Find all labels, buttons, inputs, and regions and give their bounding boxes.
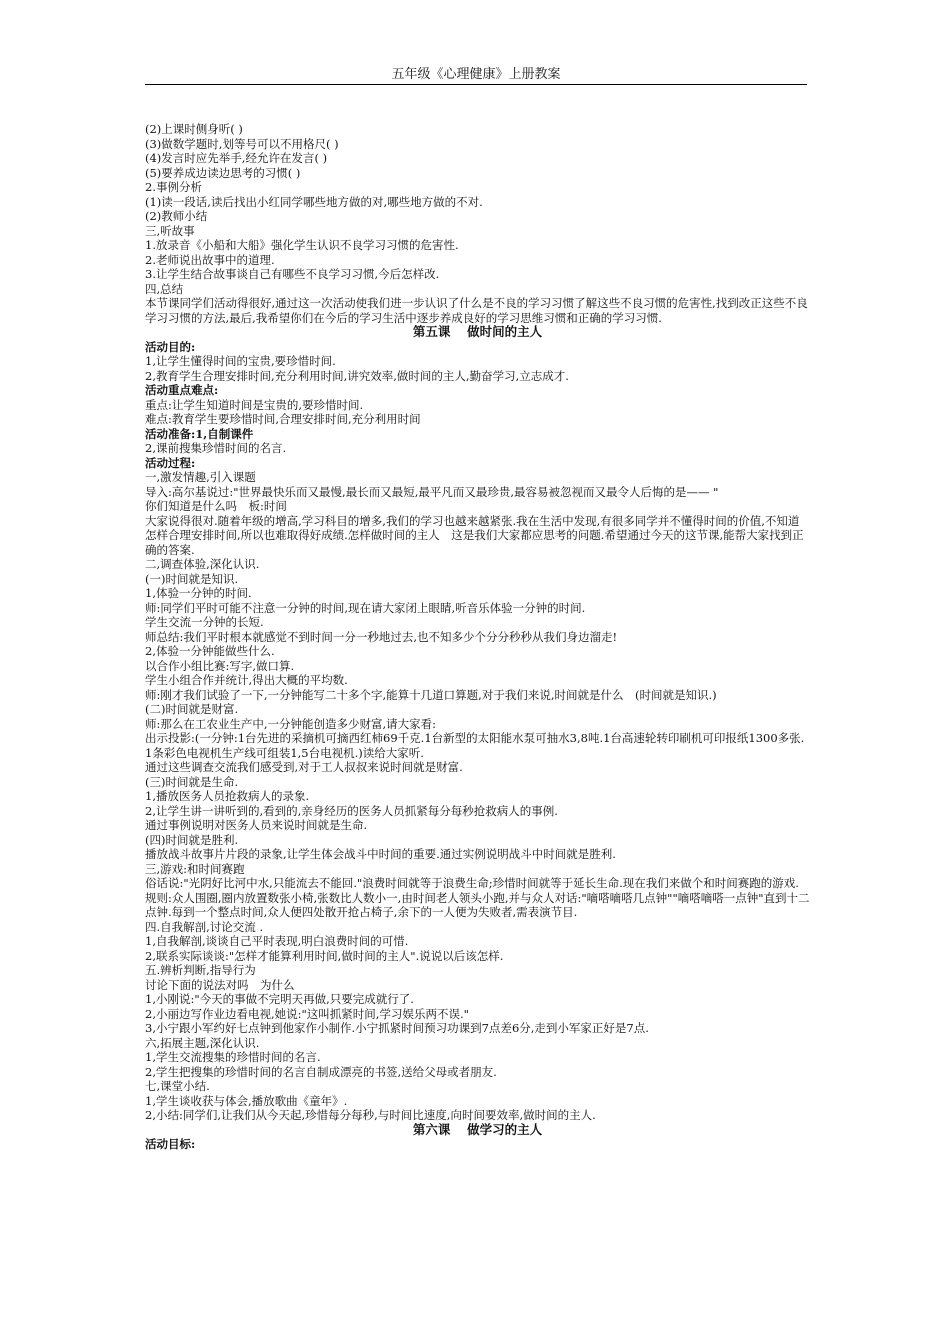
text-line: 1,学生谈收获与体会,播放歌曲《童年》. bbox=[145, 1093, 348, 1108]
text-line: 3.让学生结合故事谈自己有哪些不良学习习惯,今后怎样改. bbox=[145, 267, 440, 281]
text-line: (一)时间就是知识. bbox=[145, 571, 239, 586]
text-line: 学生小组合作并统计,得出大概的平均数. bbox=[145, 673, 348, 687]
lesson-title: 第六课 做学习的主人 bbox=[412, 1121, 543, 1137]
text-line: 师:那么在工农业生产中,一分钟能创造多少财富,请大家看: bbox=[145, 716, 437, 731]
text-line: 师:刚才我们试验了一下,一分钟能写二十多个字,能算十几道口算题,对于我们来说,时间就是什么 (时间就是知识.) bbox=[145, 687, 717, 702]
text-line: 1,让学生懂得时间的宝贵,要珍惜时间. bbox=[145, 354, 336, 368]
section-heading: 活动重点难点: bbox=[145, 383, 219, 397]
lesson-title: 第五课 做时间的主人 bbox=[412, 324, 543, 339]
text-line: 2,让学生讲一讲听到的,看到的,亲身经历的医务人员抓紧每分每秒抢救病人的事例. bbox=[145, 803, 558, 818]
text-line: 通过这些调查交流我们感受到,对于工人叔叔来说时间就是财富. bbox=[145, 760, 463, 774]
text-line: (4)发言时应先举手,经允许在发言( ) bbox=[145, 151, 328, 165]
text-line: 1,播放医务人员抢救病人的录象. bbox=[145, 789, 310, 803]
text-line: 2,体验一分钟能做些什么. bbox=[145, 644, 275, 658]
text-line: 俗话说:"光阴好比河中水,只能流去不能回."浪费时间就等于浪费生命;珍惜时间就等于延长生命.现在我们来做个和时间赛跑的游戏. bbox=[145, 876, 799, 890]
text-line: 三,听故事 bbox=[145, 223, 195, 238]
text-line: 师总结:我们平时根本就感觉不到时间一分一秒地过去,也不知多少个分分秒秒从我们身边溜走! bbox=[145, 629, 618, 644]
section-heading: 活动目标: bbox=[145, 1137, 196, 1151]
text-line: 2.老师说出故事中的道理. bbox=[145, 252, 275, 267]
text-line: (2)教师小结 bbox=[145, 209, 208, 223]
section-heading: 活动过程: bbox=[145, 455, 196, 470]
text-line: 2.事例分析 bbox=[145, 180, 202, 194]
text-line: 2,学生把搜集的珍惜时间的名言自制成漂亮的书签,送给父母或者朋友. bbox=[145, 1064, 497, 1079]
text-line: (二)时间就是财富. bbox=[145, 702, 239, 716]
section-heading: 活动目的: bbox=[145, 339, 196, 354]
text-line: 你们知道是什么吗 板:时间 bbox=[145, 499, 287, 513]
text-line: 3,小宁跟小军约好七点钟到他家作小制作.小宁抓紧时间预习功课到7点差6分,走到小军家正好是7点. bbox=[145, 1021, 649, 1035]
text-line: 一,激发情趣,引入课题 bbox=[145, 470, 256, 484]
text-line: 1,小刚说:"今天的事做不完明天再做,只要完成就行了. bbox=[145, 992, 414, 1006]
text-line: 学生交流一分钟的长短. bbox=[145, 615, 264, 629]
text-line: 本节课同学们活动得很好,通过这一次活动使我们进一步认识了什么是不良的学习习惯了解这些不良习惯的危害性,找到改正这些不良学习习惯的方法,最后,我希望你们在今后的学习生活中逐步养成良好的学习思维习惯和正确的学习习惯. bbox=[145, 296, 808, 325]
text-line: 播放战斗故事片片段的录象,让学生体会战斗中时间的重要.通过实例说明战斗中时间就是胜利. bbox=[145, 847, 616, 861]
text-line: 导入:高尔基说过:"世界最快乐而又最慢,最长而又最短,最平凡而又最珍贵,最容易被忽视而又最令人后悔的是—— " bbox=[145, 484, 719, 499]
text-line: 2,联系实际谈谈:"怎样才能算利用时间,做时间的主人".说说以后该怎样. bbox=[145, 948, 504, 963]
document-body bbox=[145, 122, 810, 1152]
text-line: 难点:教育学生要珍惜时间,合理安排时间,充分利用时间 bbox=[145, 412, 421, 426]
text-line: 师:同学们平时可能不注意一分钟的时间,现在请大家闭上眼睛,听音乐体验一分钟的时间. bbox=[145, 600, 586, 615]
text-line: 1,学生交流搜集的珍惜时间的名言. bbox=[145, 1050, 321, 1064]
text-line: (2)上课时侧身听( ) bbox=[145, 122, 243, 136]
text-line: 1.放录音《小船和大船》强化学生认识不良学习习惯的危害性. bbox=[145, 238, 459, 252]
text-line: 七,课堂小结. bbox=[145, 1079, 210, 1093]
text-line: 2,小结:同学们,让我们从今天起,珍惜每分每秒,与时间比速度,向时间要效率,做时间的主人. bbox=[145, 1108, 596, 1122]
text-line: 2,小丽边写作业边看电视,她说:"这叫抓紧时间,学习娱乐两不误." bbox=[145, 1006, 469, 1021]
text-line: (四)时间就是胜利. bbox=[145, 832, 239, 847]
text-line: 四.自我解剖,讨论交流 . bbox=[145, 919, 264, 934]
text-line: 以合作小组比赛:写字,做口算. bbox=[145, 658, 295, 673]
text-line: 三,游戏:和时间赛跑 bbox=[145, 861, 245, 876]
text-line: 二,调查体验,深化认识. bbox=[145, 557, 260, 571]
section-heading: 活动准备:1,自制课件 bbox=[145, 426, 254, 441]
text-line: 2,教育学生合理安排时间,充分利用时间,讲究效率,做时间的主人,勤奋学习,立志成才. bbox=[145, 368, 569, 383]
text-line: 规则:众人围圈,圈内放置数张小椅,张数比人数小一,由时间老人领头小跑,并与众人对话:"嘀嗒嘀嗒几点钟""嘀嗒嘀嗒一点钟"直到十二点钟.每到一个整点时间,众人便四处散开抢占椅子,余下的一人便为失败者,需表演节目. bbox=[145, 890, 810, 919]
text-line: 通过事例说明对医务人员来说时间就是生命. bbox=[145, 818, 368, 832]
text-line: 1,体验一分钟的时间. bbox=[145, 586, 252, 600]
text-line: 六,拓展主题,深化认识. bbox=[145, 1035, 260, 1050]
text-line: 重点:让学生知道时间是宝贵的,要珍惜时间. bbox=[145, 397, 364, 412]
text-line: 四,总结 bbox=[145, 281, 184, 296]
header-rule bbox=[145, 84, 807, 85]
text-line: 1,自我解剖,谈谈自己平时表现,明白浪费时间的可惜. bbox=[145, 934, 409, 948]
text-line: 五.辨析判断,指导行为 bbox=[145, 963, 256, 977]
text-line: 出示投影:(一分钟:1台先进的采摘机可摘西红柿69千克.1台新型的太阳能水泵可抽水3,8吨.1台高速轮转印刷机可印报纸1300多张.1条彩色电视机生产线可组装1,5台电视机.)读给大家听. bbox=[145, 731, 805, 760]
text-line: 2,课前搜集珍惜时间的名言. bbox=[145, 441, 287, 455]
text-line: (3)做数学题时,划等号可以不用格尺( ) bbox=[145, 136, 339, 151]
text-line: (5)要养成边读边思考的习惯( ) bbox=[145, 165, 301, 180]
text-line: 讨论下面的说法对吗 为什么 bbox=[145, 977, 295, 992]
text-line: 大家说得很对.随着年级的增高,学习科目的增多,我们的学习也越来越紧张.我在生活中发现,有很多同学并不懂得时间的价值,不知道怎样合理安排时间,所以也难取得好成绩.怎样做时间的主人 这是我们大家都应思考的问题.希望通过今天的这节课,能帮大家找到正确的答案. bbox=[145, 513, 804, 557]
text-line: (三)时间就是生命. bbox=[145, 774, 239, 789]
page-header: 五年级《心理健康》上册教案 bbox=[391, 67, 561, 82]
text-line: (1)读一段话,读后找出小红同学哪些地方做的对,哪些地方做的不对. bbox=[145, 194, 483, 209]
